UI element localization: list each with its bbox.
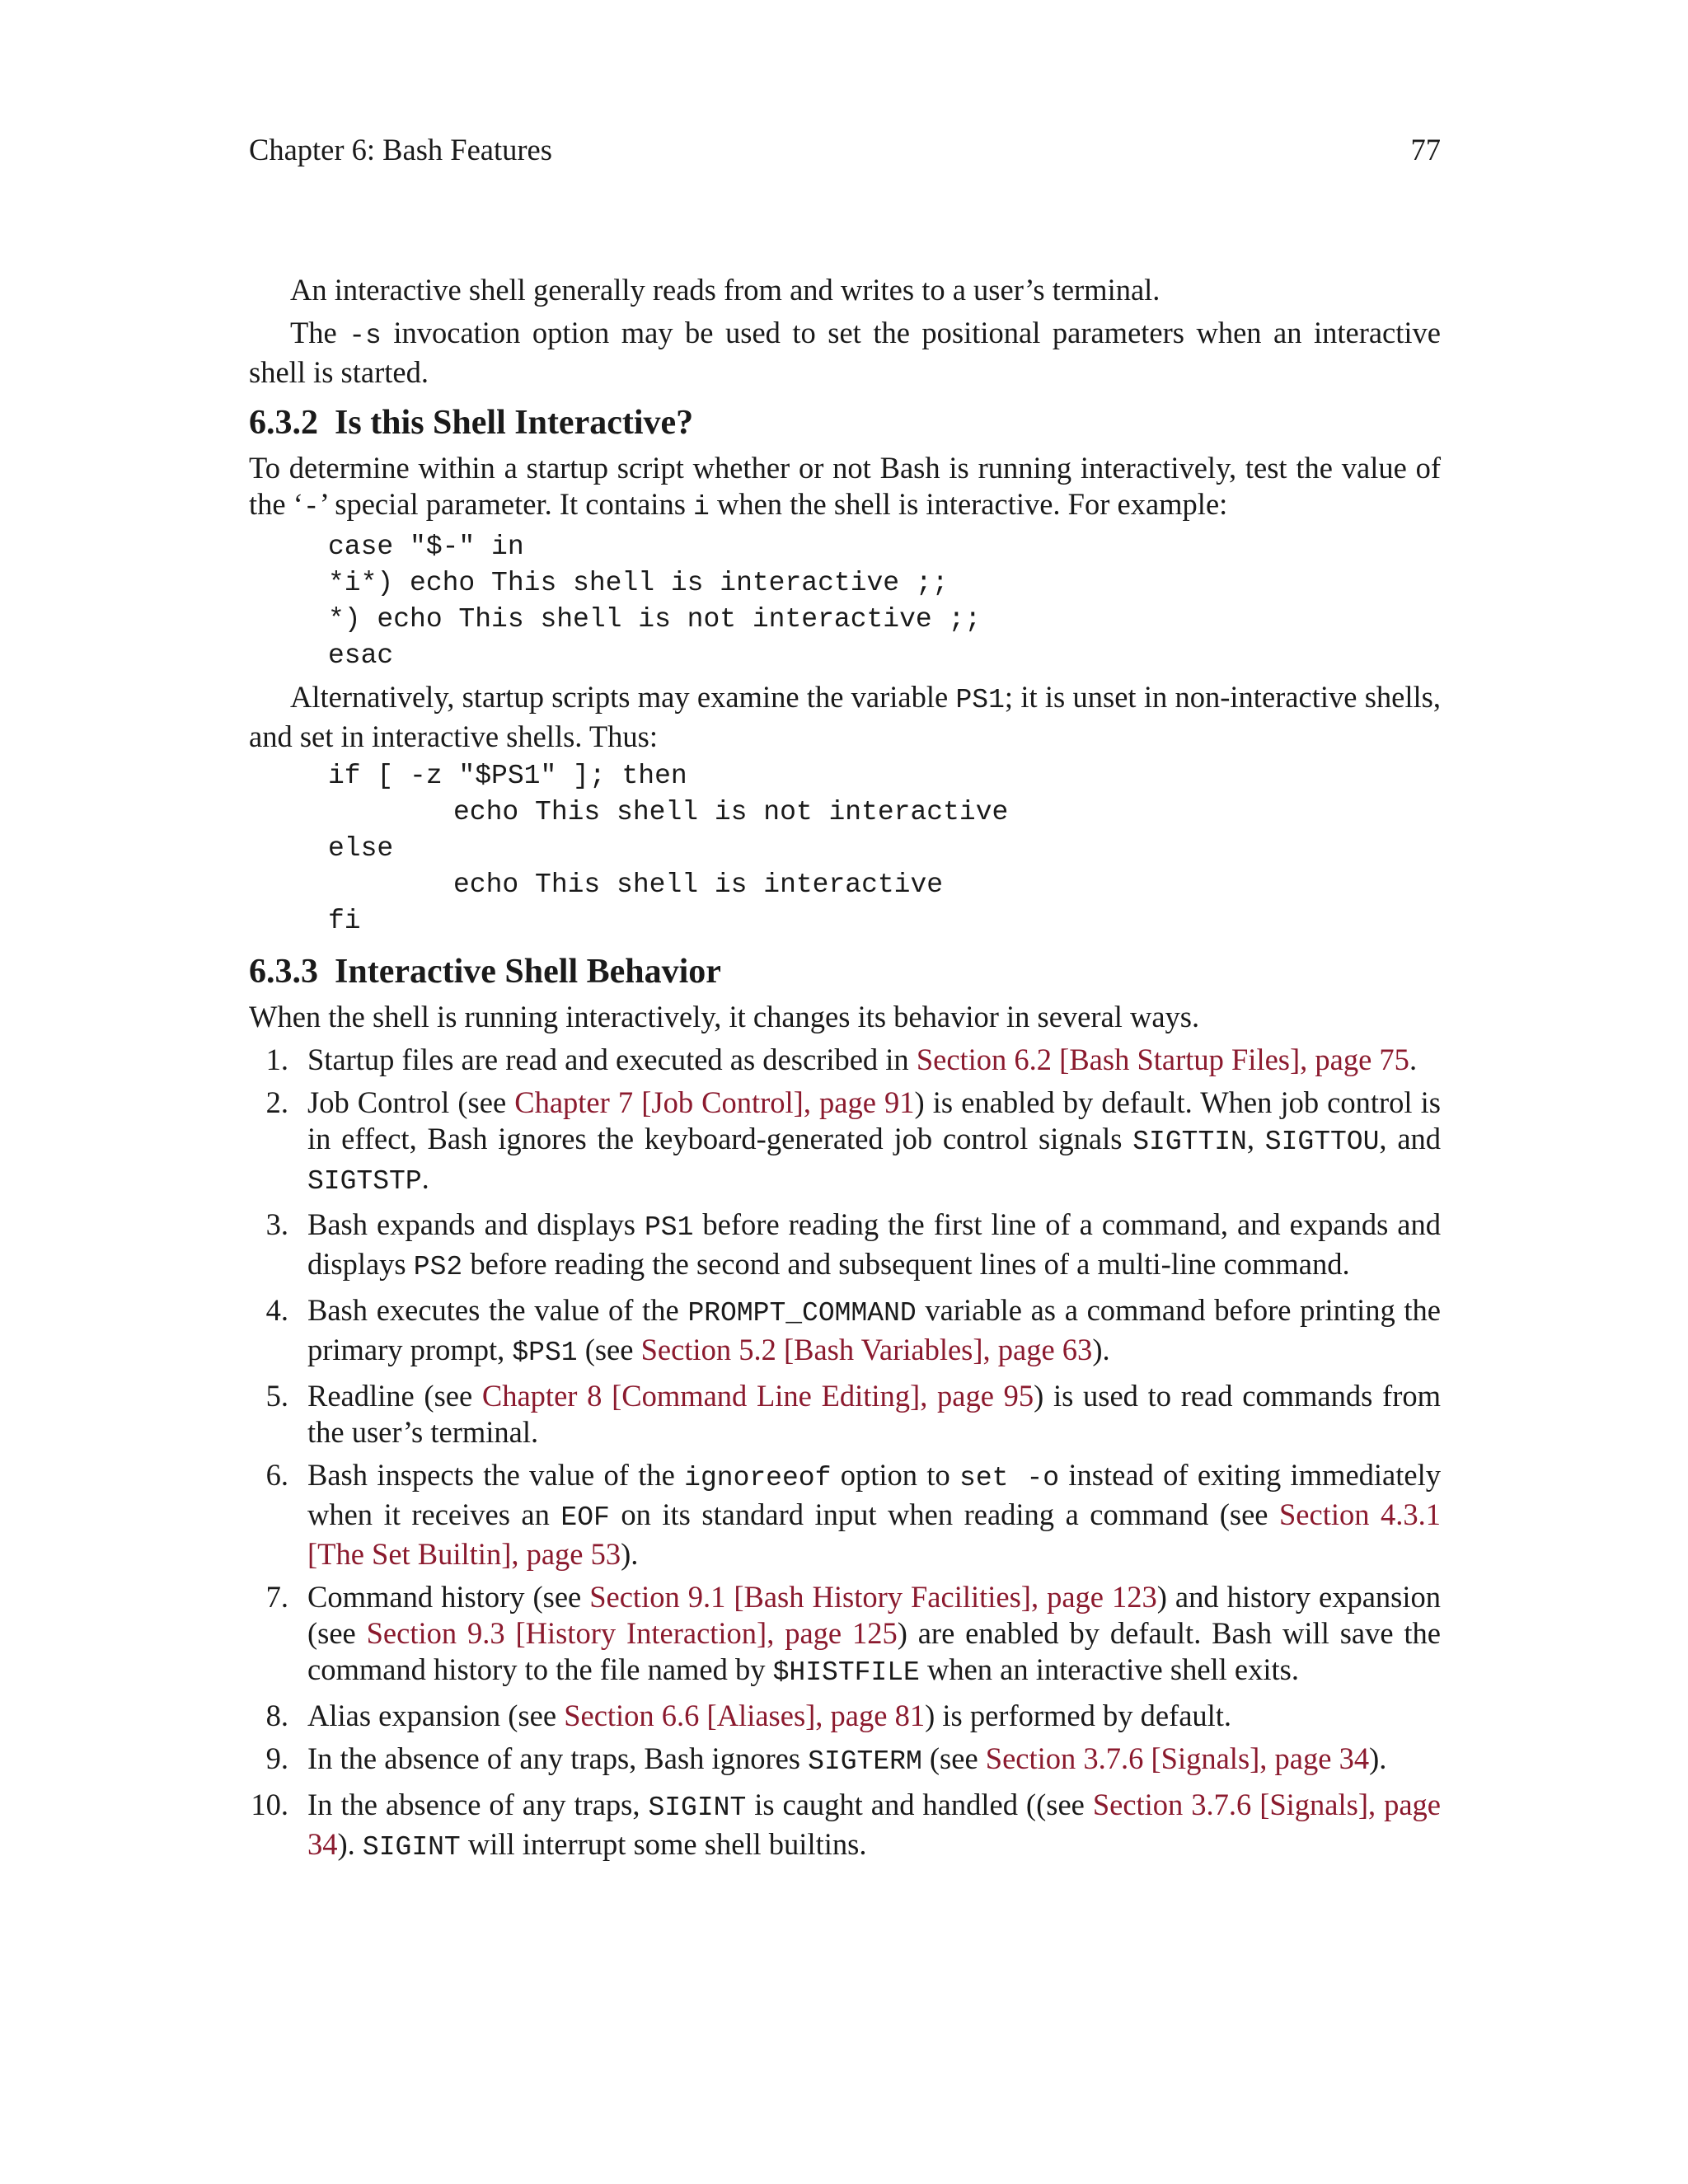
text-run: . — [1409, 1043, 1418, 1076]
list-marker: 9. — [265, 1741, 288, 1775]
text-run: variable as a command before printing the primary prompt, — [307, 1293, 1441, 1366]
text-run: before reading the second and subsequent lines of a multi-line command. — [462, 1247, 1350, 1281]
text-run: Bash executes the value of the — [307, 1293, 688, 1327]
text-run: ). — [621, 1537, 639, 1571]
text-run: will interrupt some shell builtins. — [460, 1827, 867, 1861]
inline-code: $PS1 — [512, 1338, 578, 1368]
text-run: when an interactive shell exits. — [919, 1652, 1299, 1686]
text-run: . — [421, 1161, 429, 1195]
text-run: The — [290, 316, 349, 349]
list-item — [249, 1787, 1441, 1866]
text-run: Job Control (see — [307, 1085, 515, 1119]
text-run: Bash expands and displays — [307, 1207, 645, 1241]
text-run: ) is used to read commands from the user’s terminal. — [307, 1379, 1441, 1449]
inline-code: -s — [349, 321, 382, 351]
behavior-list — [249, 1042, 1441, 1866]
code-line: case "$-" in — [328, 532, 524, 562]
code-line: echo This shell is not interactive — [453, 797, 1009, 827]
inline-code: SIGINT — [648, 1793, 747, 1823]
text-run: Bash inspects the value of the — [307, 1458, 685, 1492]
page-number: 77 — [1410, 133, 1441, 166]
text-run: ) are enabled by default. Bash will save the command history to the file named by — [307, 1616, 1441, 1686]
code-line: else — [328, 833, 394, 864]
list-item — [249, 1457, 1441, 1572]
inline-code: SIGTERM — [808, 1746, 922, 1777]
list-marker: 8. — [265, 1699, 288, 1732]
text-run: Command history (see — [307, 1580, 590, 1614]
inline-code: PS1 — [955, 685, 1005, 715]
list-marker: 7. — [265, 1580, 288, 1614]
running-header — [249, 132, 1441, 168]
cross-reference-link[interactable]: Section 4.3.1 [The Set Builtin], page 53 — [307, 1497, 1441, 1571]
cross-reference-link[interactable]: Section 6.6 [Aliases], page 81 — [564, 1699, 926, 1732]
page-body — [249, 272, 1441, 1872]
code-line: fi — [328, 906, 361, 936]
list-item — [249, 1579, 1441, 1691]
intro-paragraph-2 — [249, 315, 1441, 391]
text-run: ). — [1369, 1741, 1387, 1775]
cross-reference-link[interactable]: Section 9.1 [Bash History Facilities], page 123 — [589, 1580, 1157, 1614]
text-run: , and — [1379, 1122, 1442, 1155]
list-marker: 1. — [265, 1043, 288, 1076]
cross-reference-link[interactable]: Section 5.2 [Bash Variables], page 63 — [640, 1333, 1093, 1366]
inline-code: PROMPT_COMMAND — [687, 1298, 917, 1329]
cross-reference-link[interactable]: Chapter 7 [Job Control], page 91 — [514, 1085, 915, 1119]
code-line: esac — [328, 640, 394, 671]
list-marker: 2. — [265, 1085, 288, 1119]
list-item — [249, 1207, 1441, 1286]
list-item — [249, 1085, 1441, 1200]
section-6-3-2-paragraph-2 — [249, 679, 1441, 755]
cross-reference-link[interactable]: Chapter 8 [Command Line Editing], page 95 — [481, 1379, 1034, 1413]
section-6-3-2-paragraph-1 — [249, 450, 1441, 526]
text-run: (see — [921, 1741, 986, 1775]
section-heading-6-3-2 — [249, 402, 1441, 443]
cross-reference-link[interactable]: Section 3.7.6 [Signals], page 34 — [985, 1741, 1370, 1775]
inline-code: i — [693, 492, 710, 523]
inline-code: ignoreeof — [684, 1463, 832, 1493]
text-run: ). — [337, 1827, 363, 1861]
section-6-3-3-lead: When the shell is running interactively, it changes its behavior in several ways. — [249, 1000, 1200, 1033]
text-run: (see — [577, 1333, 641, 1366]
inline-code: - — [302, 492, 320, 523]
text-run: In the absence of any traps, — [307, 1788, 649, 1821]
text-run: is caught and handled ((see — [746, 1788, 1093, 1821]
list-item — [249, 1042, 1441, 1078]
text-run: , — [1246, 1122, 1265, 1155]
text-run: ’ special parameter. It contains — [319, 487, 694, 521]
inline-code: $HISTFILE — [772, 1657, 920, 1688]
inline-code: EOF — [560, 1502, 610, 1533]
text-run: Alternatively, startup scripts may examine the variable — [290, 680, 956, 714]
section-title: Is this Shell Interactive? — [335, 404, 694, 442]
inline-code: SIGINT — [362, 1832, 461, 1863]
code-line: *i*) echo This shell is interactive ;; — [328, 568, 949, 598]
text-run: before reading the first line of a command, and expands and displays — [307, 1207, 1441, 1281]
list-item — [249, 1741, 1441, 1780]
text-run: In the absence of any traps, Bash ignores — [307, 1741, 809, 1775]
list-marker: 5. — [265, 1379, 288, 1413]
list-marker: 3. — [265, 1207, 288, 1241]
cross-reference-link[interactable]: Section 9.3 [History Interaction], page 125 — [366, 1616, 898, 1650]
text-run: To determine within a startup script whether or not Bash is running interactively, test the value of the ‘ — [249, 451, 1441, 521]
list-item — [249, 1698, 1441, 1734]
code-line: echo This shell is interactive — [453, 869, 944, 900]
text-run: option to — [831, 1458, 960, 1492]
text-run: instead of exiting immediately when it receives an — [307, 1458, 1441, 1531]
code-block-case — [328, 529, 1441, 674]
section-heading-6-3-3 — [249, 951, 1441, 992]
inline-code: PS2 — [413, 1252, 463, 1282]
inline-code: PS1 — [645, 1212, 694, 1243]
text-run: ) is performed by default. — [925, 1699, 1232, 1732]
cross-reference-link[interactable]: Section 6.2 [Bash Startup Files], page 75 — [916, 1043, 1409, 1076]
text-run: invocation option may be used to set the positional parameters when an interactive shell is started. — [249, 316, 1441, 389]
text-run: ). — [1092, 1333, 1110, 1366]
section-number: 6.3.2 — [249, 404, 318, 442]
inline-code: SIGTTIN — [1132, 1127, 1247, 1157]
text-run: Alias expansion (see — [307, 1699, 565, 1732]
list-item — [249, 1292, 1441, 1371]
chapter-title: Chapter 6: Bash Features — [249, 133, 552, 166]
text-run: ; it is unset in non-interactive shells, and set in interactive shells. Thus: — [249, 680, 1441, 753]
inline-code: SIGTTOU — [1264, 1127, 1380, 1157]
inline-code: SIGTSTP — [307, 1166, 422, 1197]
intro-paragraph-1: An interactive shell generally reads from and writes to a user’s terminal. — [290, 273, 1160, 307]
text-run: Readline (see — [307, 1379, 482, 1413]
inline-code: set -o — [959, 1463, 1060, 1493]
code-block-if — [328, 758, 1441, 940]
cross-reference-link[interactable]: Section 3.7.6 [Signals], page 34 — [307, 1788, 1441, 1861]
list-item — [249, 1378, 1441, 1451]
text-run: when the shell is interactive. For example: — [709, 487, 1228, 521]
list-marker: 6. — [265, 1458, 288, 1492]
code-line: if [ -z "$PS1" ]; then — [328, 761, 687, 791]
text-run: Startup files are read and executed as described in — [307, 1043, 917, 1076]
text-run: ) and history expansion (see — [307, 1580, 1441, 1650]
section-title: Interactive Shell Behavior — [335, 953, 721, 991]
list-marker: 10. — [251, 1788, 288, 1821]
text-run: on its standard input when reading a command (see — [609, 1497, 1279, 1531]
code-line: *) echo This shell is not interactive ;; — [328, 604, 982, 635]
list-marker: 4. — [265, 1293, 288, 1327]
section-number: 6.3.3 — [249, 953, 318, 991]
text-run: ) is enabled by default. When job control is in effect, Bash ignores the keyboard-generated job control signals — [307, 1085, 1441, 1155]
